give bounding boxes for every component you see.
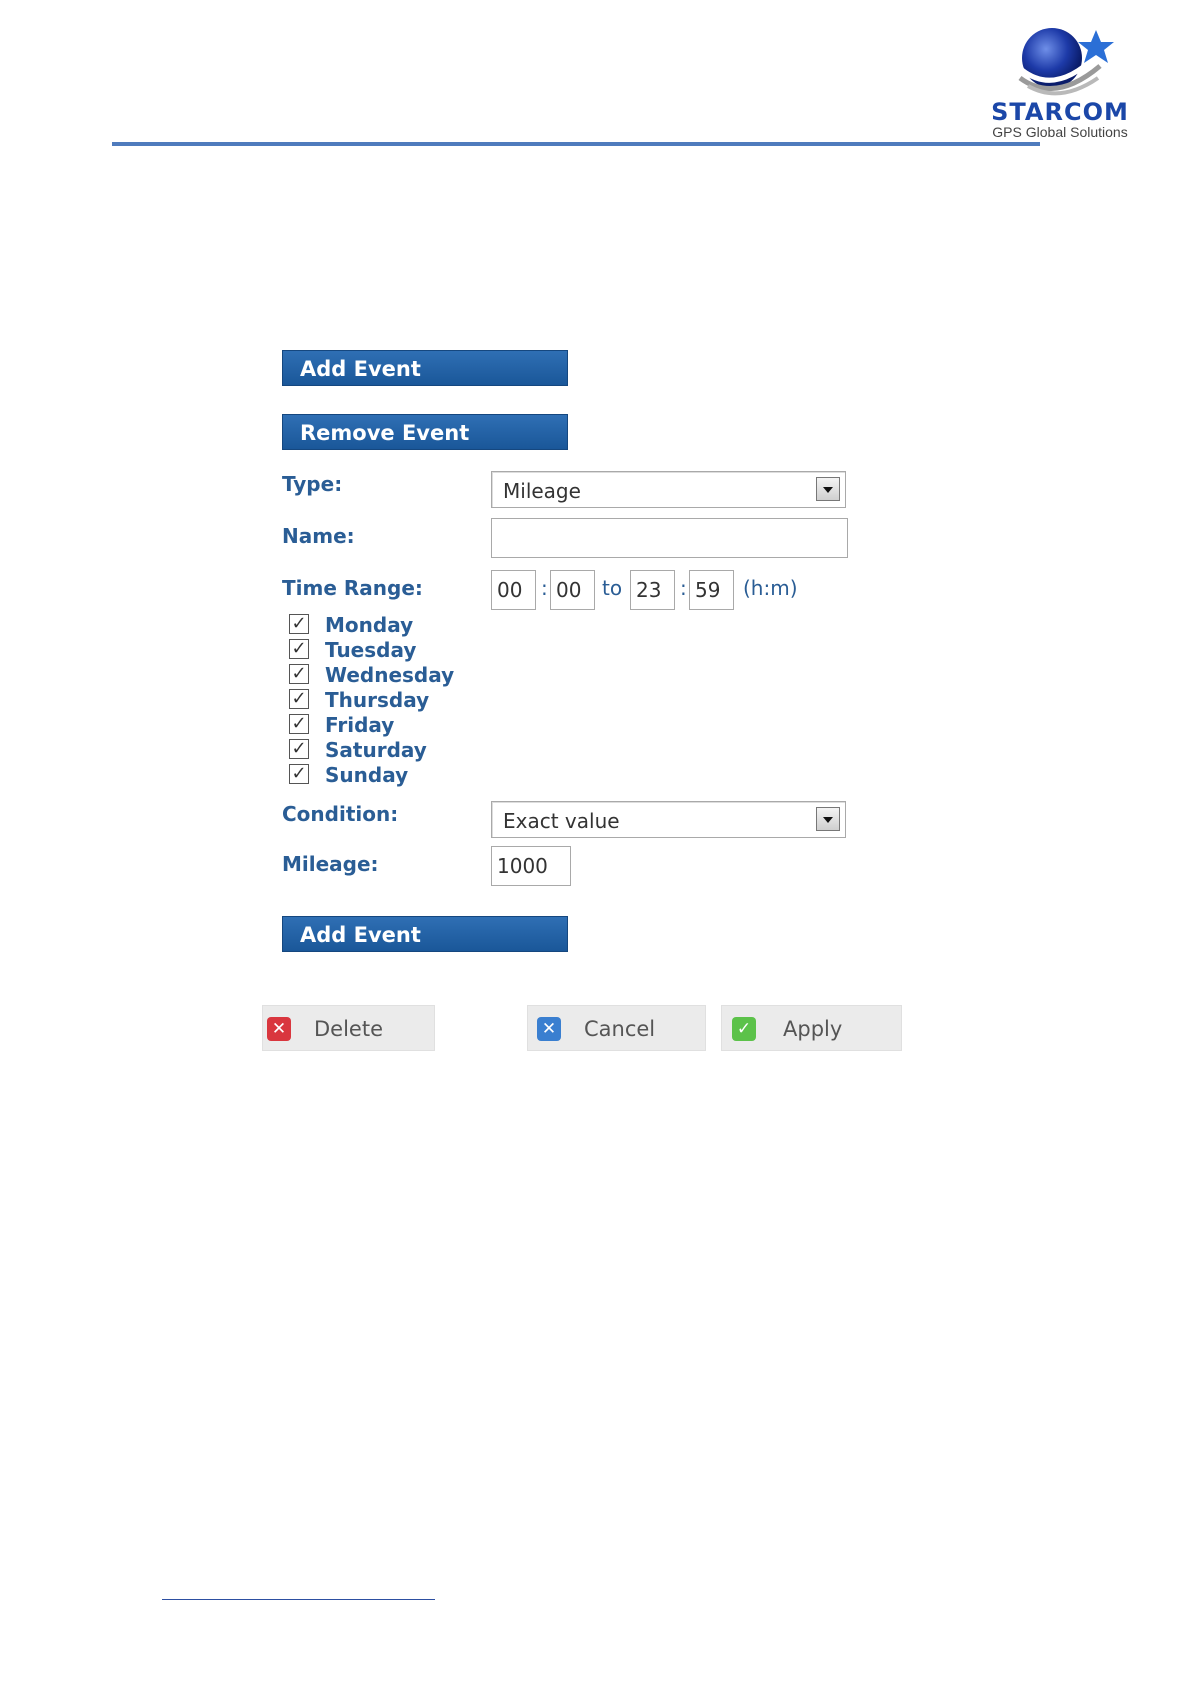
monday-checkbox[interactable]: ✓ [289, 614, 309, 634]
tuesday-checkbox[interactable]: ✓ [289, 639, 309, 659]
name-input[interactable] [491, 518, 848, 558]
wednesday-checkbox[interactable]: ✓ [289, 664, 309, 684]
time-from-minute-input[interactable]: 00 [550, 570, 595, 610]
header-divider [112, 142, 1040, 146]
chevron-down-icon[interactable] [816, 807, 840, 831]
saturday-label: Saturday [325, 738, 427, 762]
chevron-down-icon[interactable] [816, 477, 840, 501]
event-form [262, 350, 922, 1070]
delete-x-icon: ✕ [267, 1017, 291, 1041]
friday-checkbox[interactable]: ✓ [289, 714, 309, 734]
wednesday-label: Wednesday [325, 663, 455, 687]
mileage-label: Mileage: [282, 852, 379, 876]
cancel-button[interactable] [527, 1005, 706, 1051]
cancel-button-label: Cancel [584, 1017, 656, 1041]
saturday-checkbox[interactable]: ✓ [289, 739, 309, 759]
mileage-input[interactable]: 1000 [491, 846, 571, 886]
time-colon: : [541, 576, 548, 600]
type-select-value: Mileage [503, 479, 581, 503]
logo-subtitle: GPS Global Solutions [992, 124, 1128, 140]
footnote-divider [162, 1599, 435, 1600]
time-unit-text: (h:m) [743, 576, 798, 600]
type-select[interactable] [491, 471, 846, 508]
time-colon: : [680, 576, 687, 600]
tuesday-label: Tuesday [325, 638, 417, 662]
thursday-label: Thursday [325, 688, 430, 712]
delete-button-label: Delete [314, 1017, 383, 1041]
starcom-logo [980, 26, 1140, 138]
condition-label: Condition: [282, 802, 399, 826]
delete-button[interactable] [262, 1005, 435, 1051]
apply-button[interactable] [721, 1005, 902, 1051]
condition-select-value: Exact value [503, 809, 620, 833]
sunday-checkbox[interactable]: ✓ [289, 764, 309, 784]
apply-button-label: Apply [783, 1017, 843, 1041]
thursday-checkbox[interactable]: ✓ [289, 689, 309, 709]
logo-wordmark: STARCOM [991, 98, 1129, 126]
time-from-hour-input[interactable]: 00 [491, 570, 536, 610]
add-event-top-button[interactable]: Add Event [282, 350, 568, 386]
checkmark-icon: ✓ [732, 1017, 756, 1041]
time-range-label: Time Range: [282, 576, 423, 600]
add-event-bottom-button[interactable]: Add Event [282, 916, 568, 952]
monday-label: Monday [325, 613, 414, 637]
friday-label: Friday [325, 713, 395, 737]
time-to-text: to [602, 576, 623, 600]
sunday-label: Sunday [325, 763, 409, 787]
name-label: Name: [282, 524, 355, 548]
condition-select[interactable] [491, 801, 846, 838]
time-to-minute-input[interactable]: 59 [689, 570, 734, 610]
time-to-hour-input[interactable]: 23 [630, 570, 675, 610]
remove-event-button[interactable]: Remove Event [282, 414, 568, 450]
cancel-x-icon: ✕ [537, 1017, 561, 1041]
globe-star-icon [1000, 26, 1120, 98]
type-label: Type: [282, 472, 343, 496]
